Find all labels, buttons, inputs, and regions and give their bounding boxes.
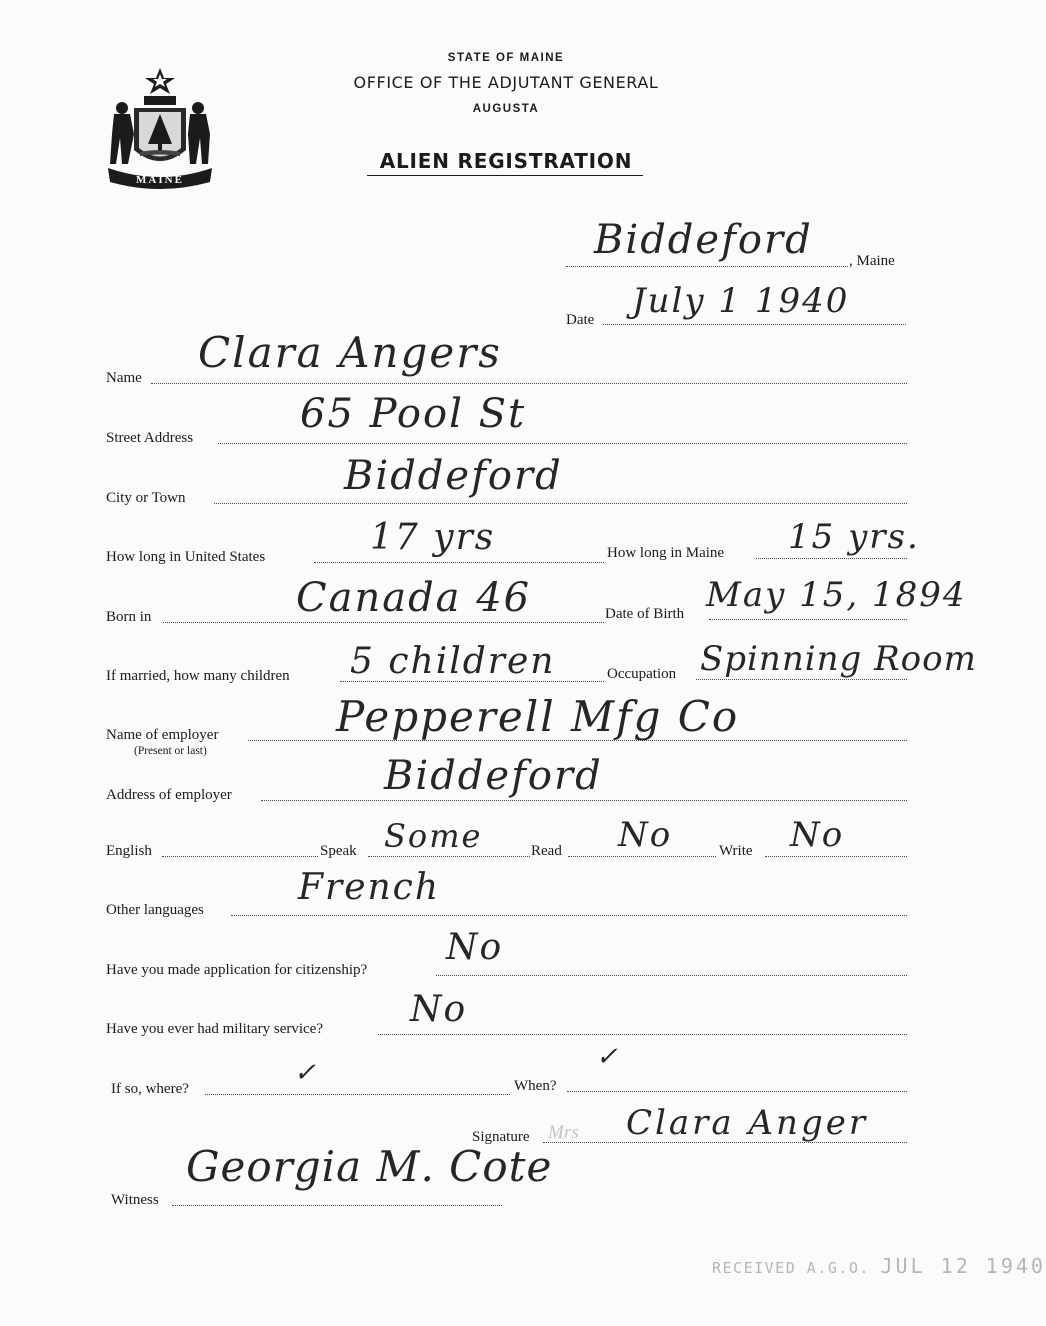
town-line xyxy=(566,266,848,267)
name-value: Clara Angers xyxy=(198,328,502,377)
city-line xyxy=(214,503,907,504)
when-value: ✓ xyxy=(596,1042,620,1072)
street-address-label: Street Address xyxy=(106,430,194,446)
witness-value: Georgia M. Cote xyxy=(186,1142,553,1191)
military-line xyxy=(378,1034,907,1035)
speak-value: Some xyxy=(384,817,483,855)
signature-label: Signature xyxy=(472,1129,530,1145)
date-of-birth-line xyxy=(709,619,907,620)
military-value: No xyxy=(410,989,468,1030)
where-line xyxy=(205,1094,510,1095)
form-title: ALIEN REGISTRATION xyxy=(379,149,633,173)
city-label: City or Town xyxy=(106,490,186,506)
citizenship-value: No xyxy=(446,927,504,968)
children-value: 5 children xyxy=(350,641,556,682)
read-line xyxy=(568,856,716,857)
write-line xyxy=(765,856,907,857)
street-address-line xyxy=(218,443,907,444)
name-line xyxy=(151,383,907,384)
military-label: Have you ever had military service? xyxy=(106,1021,323,1037)
stamp-prefix: RECEIVED A.G.O. xyxy=(712,1259,870,1277)
write-value: No xyxy=(790,815,845,855)
where-label: If so, where? xyxy=(111,1081,189,1097)
english-label: English xyxy=(106,843,152,859)
title-underline xyxy=(367,175,643,176)
children-label: If married, how many children xyxy=(106,668,290,684)
other-languages-label: Other languages xyxy=(106,902,204,918)
how-long-maine-label: How long in Maine xyxy=(607,545,725,561)
name-label: Name xyxy=(106,370,142,386)
read-value: No xyxy=(618,815,673,855)
english-line xyxy=(162,856,318,857)
header-city: AUGUSTA xyxy=(472,103,540,115)
employer-address-line xyxy=(261,800,907,801)
how-long-maine-line xyxy=(756,558,907,559)
how-long-us-value: 17 yrs xyxy=(370,517,496,558)
employer-name-note: (Present or last) xyxy=(134,745,207,757)
date-of-birth-value: May 15, 1894 xyxy=(706,575,967,615)
write-label: Write xyxy=(719,843,753,859)
occupation-value: Spinning Room xyxy=(700,639,977,679)
born-in-value: Canada 46 xyxy=(296,575,532,621)
town-value: Biddeford xyxy=(594,217,813,263)
where-value: ✓ xyxy=(294,1058,318,1088)
city-value: Biddeford xyxy=(344,453,563,499)
street-address-value: 65 Pool St xyxy=(300,391,527,437)
date-value: July 1 1940 xyxy=(632,281,850,321)
how-long-us-label: How long in United States xyxy=(106,549,266,565)
signature-faint-text: Mrs xyxy=(548,1122,579,1143)
read-label: Read xyxy=(531,843,562,859)
citizenship-line xyxy=(436,975,907,976)
employer-address-value: Biddeford xyxy=(384,753,603,799)
witness-label: Witness xyxy=(111,1192,159,1208)
born-in-label: Born in xyxy=(106,609,152,625)
when-line xyxy=(567,1091,907,1092)
witness-line xyxy=(172,1205,502,1206)
received-stamp xyxy=(712,1254,1046,1278)
citizenship-label: Have you made application for citizenship? xyxy=(106,962,368,978)
born-in-line xyxy=(163,622,604,623)
signature-value: Clara Anger xyxy=(626,1103,869,1143)
stamp-date: JUL 12 1940 xyxy=(880,1254,1046,1278)
other-languages-line xyxy=(231,915,907,916)
speak-label: Speak xyxy=(320,843,357,859)
occupation-line xyxy=(696,679,907,680)
date-of-birth-label: Date of Birth xyxy=(605,606,685,622)
header-state: STATE OF MAINE xyxy=(447,52,565,64)
other-languages-value: French xyxy=(298,867,441,908)
occupation-label: Occupation xyxy=(607,666,677,682)
header-office: OFFICE OF THE ADJUTANT GENERAL xyxy=(353,73,659,92)
date-label: Date xyxy=(566,312,595,328)
speak-line xyxy=(368,856,530,857)
seal-banner-text: MAINE xyxy=(136,174,184,186)
date-line xyxy=(603,324,906,325)
maine-label: , Maine xyxy=(849,253,895,269)
when-label: When? xyxy=(514,1078,557,1094)
how-long-us-line xyxy=(314,562,604,563)
employer-address-label: Address of employer xyxy=(106,787,232,803)
how-long-maine-value: 15 yrs. xyxy=(788,517,920,557)
employer-name-value: Pepperell Mfg Co xyxy=(336,692,740,741)
employer-name-label: Name of employer xyxy=(106,727,219,743)
